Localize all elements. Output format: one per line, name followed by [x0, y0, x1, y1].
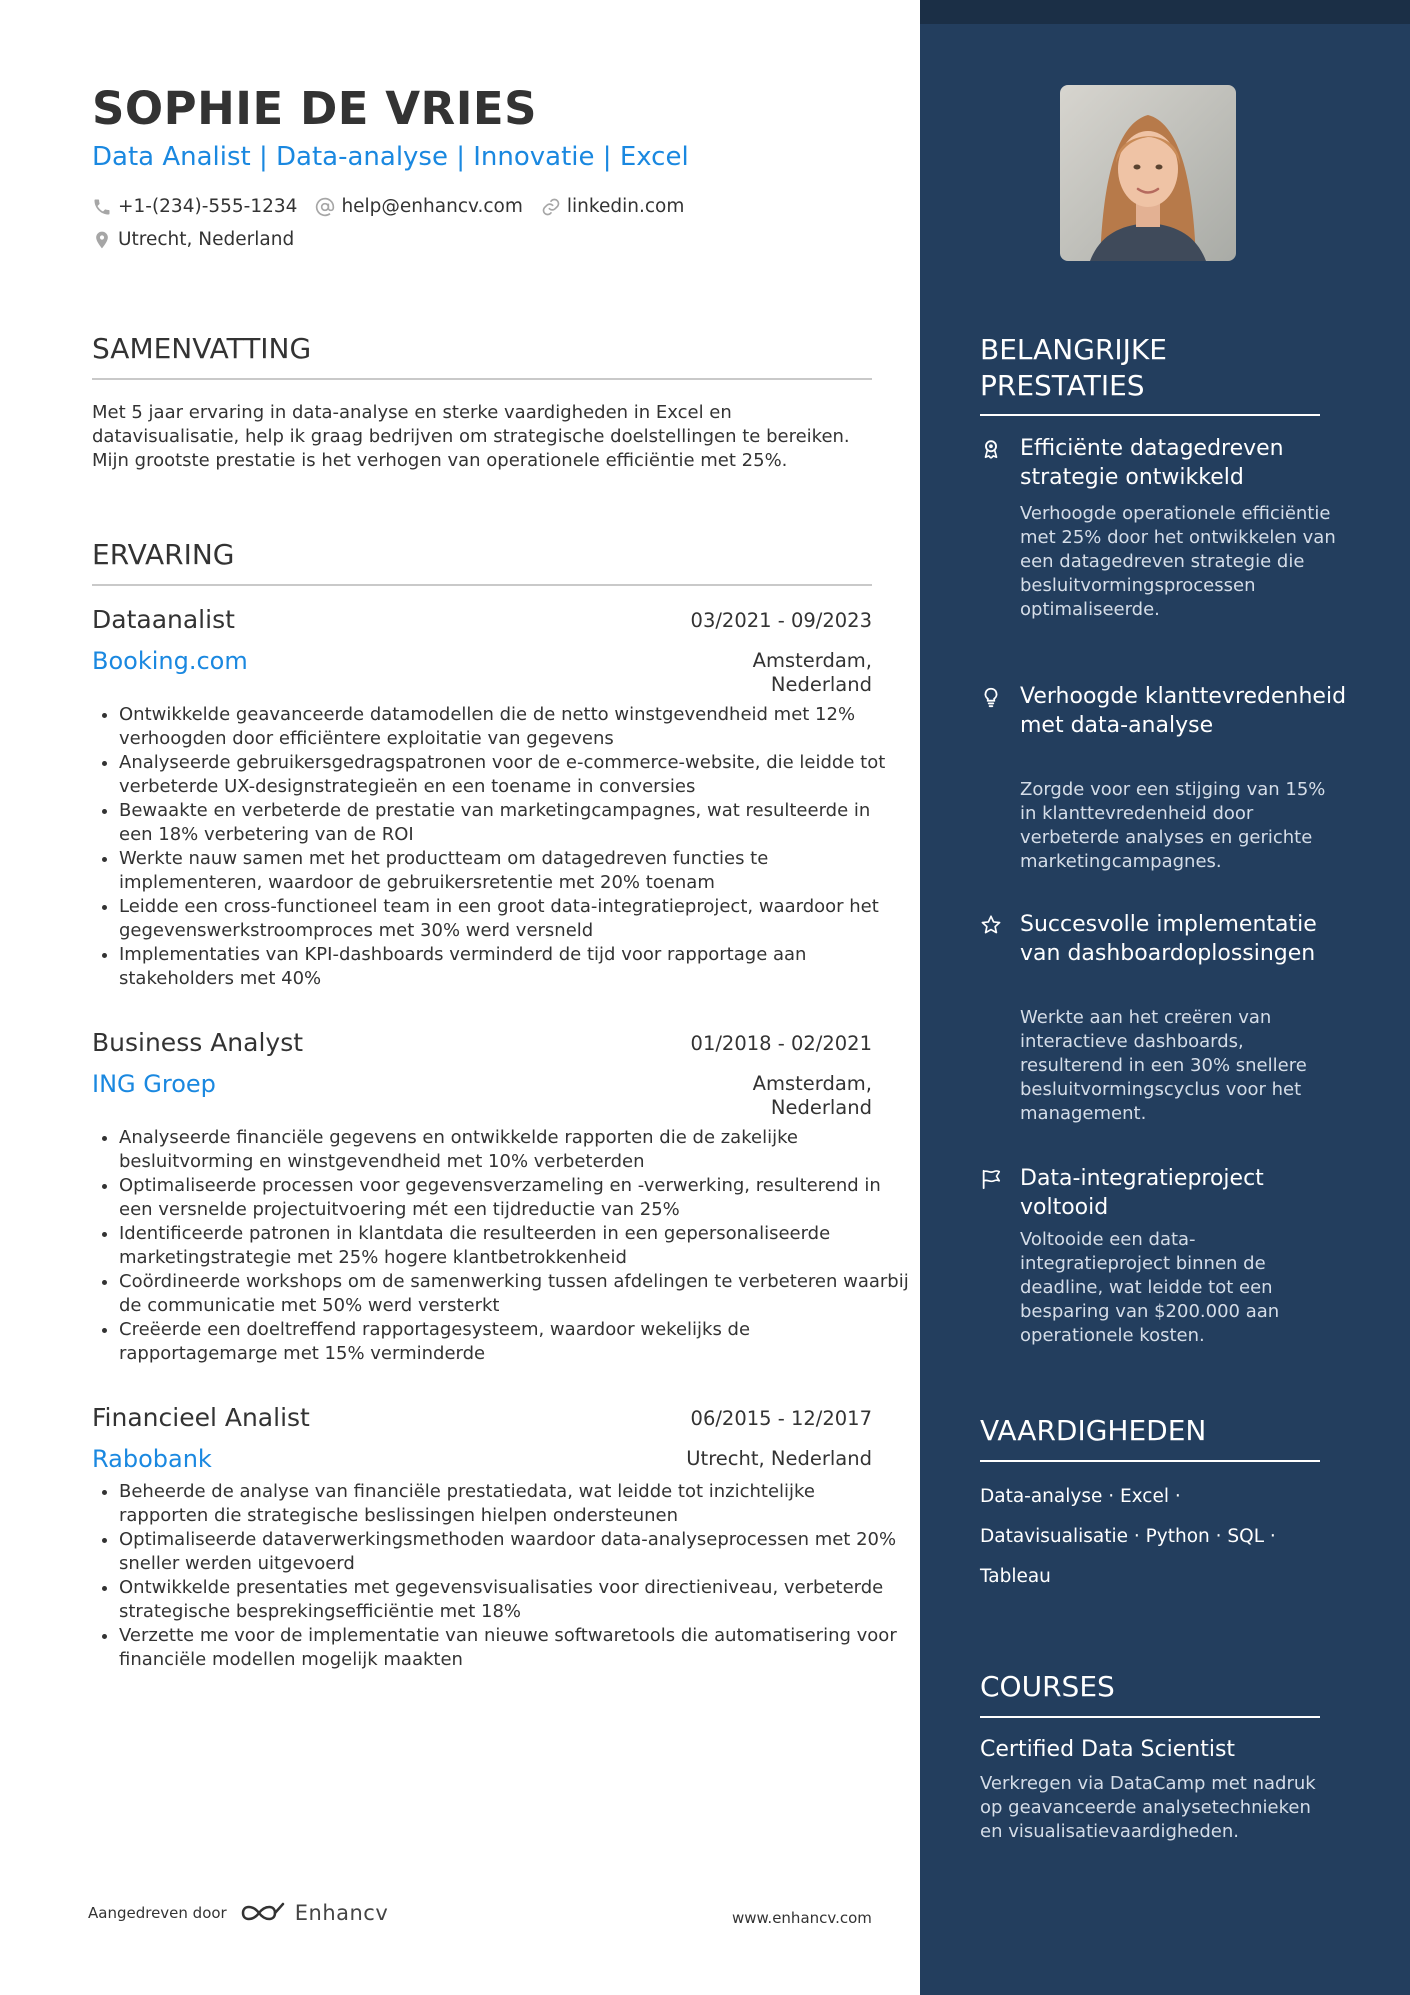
email-text[interactable]: help@enhancv.com — [341, 196, 523, 217]
courses-heading: COURSES — [980, 1670, 1115, 1703]
experience-divider — [92, 584, 872, 586]
phone-icon — [92, 197, 112, 217]
list-item: • Bewaakte en verbeterde de prestatie van marketingcampagnes, wat resulteerde in een 18% verbetering van de ROI — [119, 799, 909, 847]
candidate-name: SOPHIE DE VRIES — [92, 82, 538, 135]
contact-row-2 — [92, 229, 312, 250]
achievement-3-title: Succesvolle implementatie van dashboardoplossingen — [1020, 912, 1317, 966]
contact-linkedin[interactable] — [541, 196, 684, 217]
list-item: • Identificeerde patronen in klantdata die resulteerden in een gepersonaliseerde marketingstrategie met 25% hogere klantbetrokkenheid — [119, 1222, 909, 1270]
courses-divider — [980, 1716, 1320, 1718]
job-3-dates: 06/2015 - 12/2017 — [690, 1407, 872, 1430]
achievements-heading: BELANGRIJKE PRESTATIES — [980, 333, 1167, 402]
summary-text: Met 5 jaar ervaring in data-analyse en sterke vaardigheden in Excel en datavisualisatie, help ik graag bedrijven om strategische doelstellingen te bereiken. Mijn grootste prestatie is het verhogen van operationele efficiëntie met 25%. — [92, 402, 850, 471]
skills-line-3: Tableau — [980, 1566, 1051, 1587]
achievement-2-desc: Zorgde voor een stijging van 15% in klanttevredenheid door verbeterde analyses en gerichte marketingcampagnes. — [1020, 779, 1326, 872]
list-item: • Optimaliseerde processen voor gegevensverzameling en -verwerking, resulterend in een versnelde projectuitvoering mét een tijdreductie van 25% — [119, 1174, 909, 1222]
job-3-role: Financieel Analist — [92, 1403, 310, 1432]
award-ribbon-icon — [980, 438, 1002, 460]
list-item: • Leidde een cross-functioneel team in een groot data-integratieproject, waardoor het gegevenswerkstroomproces met 30% werd versneld — [119, 895, 909, 943]
linkedin-text[interactable]: linkedin.com — [566, 196, 685, 217]
job-tagline: Data Analist | Data-analyse | Innovatie | Excel — [92, 142, 689, 172]
achievement-1-title: Efficiënte datagedreven strategie ontwikkeld — [1020, 436, 1284, 490]
skills-heading: VAARDIGHEDEN — [980, 1414, 1207, 1447]
list-item: • Werkte nauw samen met het productteam om datagedreven functies te implementeren, waardoor de gebruikersretentie met 20% toenam — [119, 847, 909, 895]
job-1-bullets — [92, 703, 909, 991]
sidebar — [920, 0, 1410, 1995]
list-item: • Implementaties van KPI-dashboards verminderd de tijd voor rapportage aan stakeholders met 40% — [119, 943, 909, 991]
list-item: • Analyseerde financiële gegevens en ontwikkelde rapporten die de zakelijke besluitvorming en winstgevendheid met 10% verbeterden — [119, 1126, 909, 1174]
course-1-desc: Verkregen via DataCamp met nadruk op geavanceerde analysetechnieken en visualisatievaardigheden. — [980, 1773, 1316, 1842]
skills-line-2: Datavisualisatie · Python · SQL · — [980, 1526, 1276, 1547]
job-1-dates: 03/2021 - 09/2023 — [690, 609, 872, 632]
list-item: • Ontwikkelde presentaties met gegevensvisualisaties voor directieniveau, verbeterde strategische besprekingsefficiëntie met 18% — [119, 1576, 909, 1624]
enhancv-logo-icon — [239, 1900, 287, 1926]
list-item: • Creëerde een doeltreffend rapportagesysteem, waardoor wekelijks de rapportagemarge met 15% verminderde — [119, 1318, 909, 1366]
list-item: • Ontwikkelde geavanceerde datamodellen die de netto winstgevendheid met 12% verhoogden door efficiëntere exploitatie van gegevens — [119, 703, 909, 751]
achievement-4-desc: Voltooide een data-integratieproject binnen de deadline, wat leidde tot een besparing van $200.000 aan operationele kosten. — [1020, 1229, 1280, 1346]
avatar — [1060, 85, 1236, 261]
brand-name: Enhancv — [294, 1901, 389, 1925]
powered-by-text: Aangedreven door — [88, 1904, 227, 1922]
experience-heading: ERVARING — [92, 538, 235, 571]
list-item: • Verzette me voor de implementatie van nieuwe softwaretools die automatisering voor financiële modellen mogelijk maakten — [119, 1624, 909, 1672]
footer-branding — [88, 1900, 388, 1926]
contact-row — [92, 196, 702, 217]
location-pin-icon — [92, 230, 112, 250]
list-item: • Analyseerde gebruikersgedragspatronen voor de e-commerce-website, die leidde tot verbeterde UX-designstrategieën en een toename in conversies — [119, 751, 909, 799]
job-3-bullets — [92, 1480, 909, 1672]
job-1-company[interactable]: Booking.com — [92, 647, 248, 675]
contact-email[interactable] — [315, 196, 522, 217]
flag-icon — [980, 1168, 1002, 1190]
job-2-dates: 01/2018 - 02/2021 — [690, 1032, 872, 1055]
job-2-company[interactable]: ING Groep — [92, 1070, 216, 1098]
achievement-2-title: Verhoogde klanttevredenheid met data-analyse — [1020, 684, 1347, 738]
job-2-role: Business Analyst — [92, 1028, 304, 1057]
phone-text: +1-(234)-555-1234 — [118, 196, 298, 217]
at-sign-icon — [315, 197, 335, 217]
job-3-company[interactable]: Rabobank — [92, 1445, 212, 1473]
skills-list — [980, 1477, 1320, 1597]
course-1-title: Certified Data Scientist — [980, 1737, 1236, 1762]
job-1-location: Amsterdam, Nederland — [752, 649, 872, 696]
contact-location — [92, 229, 294, 250]
job-2-bullets — [92, 1126, 909, 1366]
summary-heading: SAMENVATTING — [92, 332, 312, 365]
achievements-divider — [980, 414, 1320, 416]
list-item: • Coördineerde workshops om de samenwerking tussen afdelingen te verbeteren waarbij de communicatie met 50% werd versterkt — [119, 1270, 909, 1318]
star-icon — [980, 914, 1002, 936]
link-icon — [541, 197, 561, 217]
skills-line-1: Data-analyse · Excel · — [980, 1486, 1181, 1507]
job-2-location: Amsterdam, Nederland — [752, 1072, 872, 1119]
achievement-3-desc: Werkte aan het creëren van interactieve dashboards, resulterend in een 30% snellere besluitvormingscyclus voor het management. — [1020, 1007, 1307, 1124]
list-item: • Beheerde de analyse van financiële prestatiedata, wat leidde tot inzichtelijke rapporten die strategische beslissingen hielpen ondersteunen — [119, 1480, 909, 1528]
footer-website[interactable]: www.enhancv.com — [732, 1909, 872, 1927]
sidebar-top-band — [920, 0, 1410, 24]
contact-phone — [92, 196, 297, 217]
profile-photo — [1060, 85, 1236, 261]
lightbulb-icon — [980, 686, 1002, 708]
job-3-location: Utrecht, Nederland — [686, 1447, 872, 1470]
skills-divider — [980, 1460, 1320, 1462]
list-item: • Optimaliseerde dataverwerkingsmethoden waardoor data-analyseprocessen met 20% sneller werden uitgevoerd — [119, 1528, 909, 1576]
job-1-role: Dataanalist — [92, 605, 235, 634]
achievement-1-desc: Verhoogde operationele efficiëntie met 25% door het ontwikkelen van een datagedreven strategie die besluitvormingsprocessen optimaliseerde. — [1020, 503, 1336, 620]
summary-divider — [92, 378, 872, 380]
achievement-4-title: Data-integratieproject voltooid — [1020, 1166, 1264, 1220]
location-text: Utrecht, Nederland — [118, 229, 295, 250]
